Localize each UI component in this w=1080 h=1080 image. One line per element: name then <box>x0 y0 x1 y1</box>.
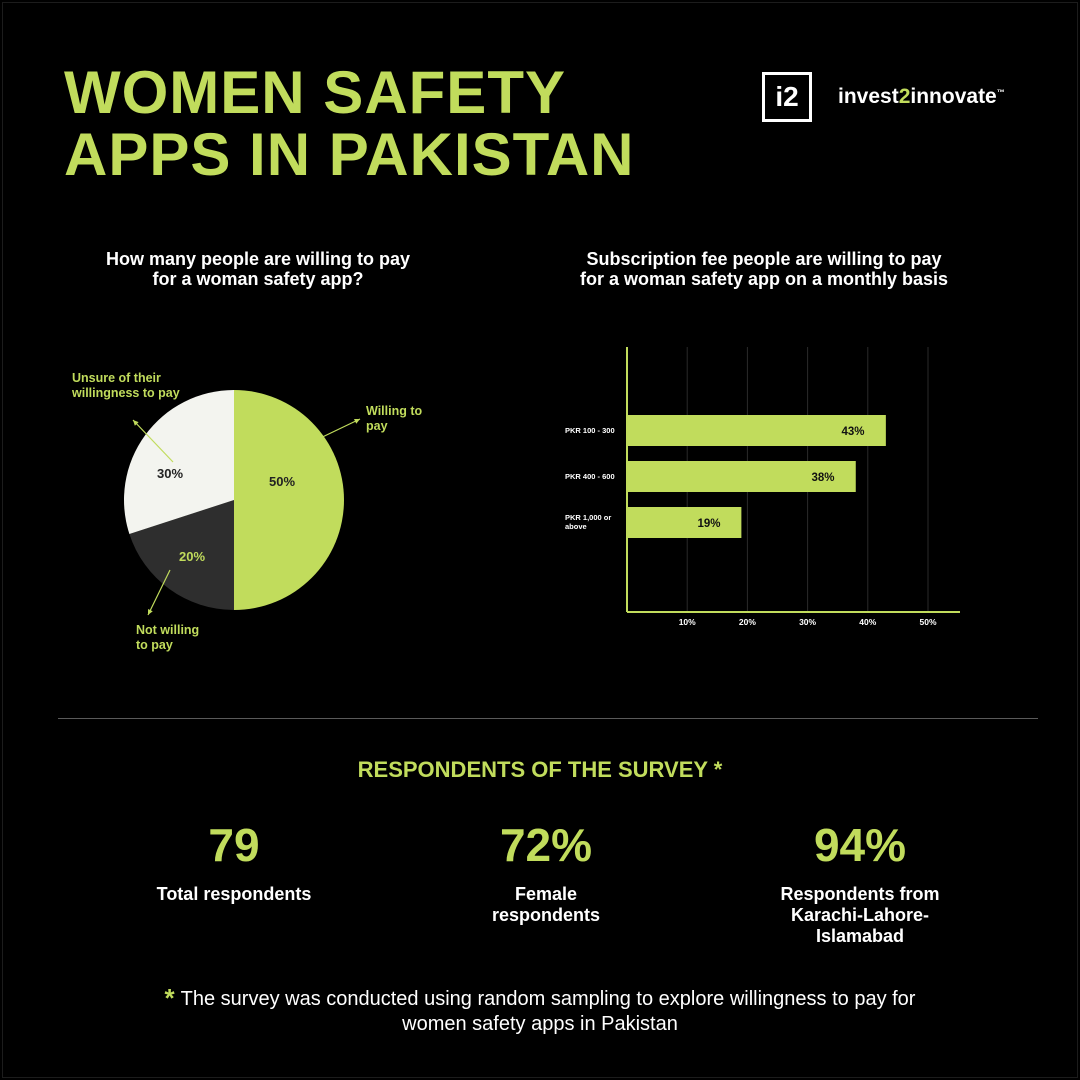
bar-category-label: PKR 400 - 600 <box>565 472 615 481</box>
stat-value: 72% <box>499 819 593 871</box>
respondents-title: RESPONDENTS OF THE SURVEY * <box>357 757 723 782</box>
pie-chart-title-line-2: for a woman safety app? <box>152 269 364 289</box>
logo-word-innovate: innovate <box>910 85 997 108</box>
pie-slice-value-label: 50% <box>268 474 296 489</box>
section-divider <box>58 718 1038 719</box>
bar-x-tick-label: 50% <box>919 617 937 627</box>
bar-category-label: PKR 100 - 300 <box>565 426 615 435</box>
bar-value-label: 43% <box>841 426 865 438</box>
logo-mark: i2 <box>762 72 812 122</box>
bar-value-label: 19% <box>697 518 721 530</box>
stat-value: 94% <box>813 819 907 871</box>
pie-slice-willing-to-pay <box>234 390 344 610</box>
bar-category-label: PKR 1,000 or <box>565 513 612 522</box>
bar-x-tick-label: 40% <box>859 617 877 627</box>
stat-label: Respondents from Karachi-Lahore-Islamabad <box>780 884 940 946</box>
stat-value: 79 <box>208 819 260 871</box>
footnote-marker: * <box>164 983 175 1013</box>
footnote-line-2: women safety apps in Pakistan <box>402 1013 678 1035</box>
logo-trademark: ™ <box>996 88 1005 97</box>
pie-label-willing: Willing to <box>366 404 423 418</box>
logo-word-2: 2 <box>898 85 911 108</box>
footnote-line-1: The survey was conducted using random sampling to explore willingness to pay for <box>180 988 916 1010</box>
bar-category-label: above <box>565 522 587 531</box>
stat-label: Total respondents <box>156 884 312 904</box>
pie-label-unsure: willingness to pay <box>72 386 180 400</box>
stat-female-respondents <box>416 818 676 926</box>
bar-x-tick-label: 30% <box>799 617 817 627</box>
logo-word-invest: invest <box>838 85 899 108</box>
pie-label-not-willing: to pay <box>136 638 173 652</box>
page-title-line-1: WOMEN SAFETY <box>64 59 566 126</box>
stat-city-respondents <box>730 818 990 947</box>
stat-total-respondents <box>104 818 364 905</box>
bar-3 <box>627 507 741 538</box>
bar-value-label: 38% <box>811 472 835 484</box>
pie-slice-value-label: 30% <box>156 466 184 481</box>
bar-chart-title-line-1: Subscription fee people are willing to pay <box>586 249 942 269</box>
stat-label: Female respondents <box>491 884 601 925</box>
bar-x-tick-label: 10% <box>678 617 696 627</box>
pie-label-unsure: Unsure of their <box>72 371 161 385</box>
bar-x-tick-label: 20% <box>738 617 756 627</box>
pie-label-not-willing: Not willing <box>136 623 200 637</box>
pie-label-willing: pay <box>366 419 388 433</box>
pie-chart-title-line-1: How many people are willing to pay <box>105 249 411 269</box>
pie-slice-value-label: 20% <box>178 549 206 564</box>
page-title-line-2: APPS IN PAKISTAN <box>64 121 635 188</box>
bar-chart-title-line-2: for a woman safety app on a monthly basis <box>579 269 949 289</box>
footnote <box>100 983 980 1037</box>
